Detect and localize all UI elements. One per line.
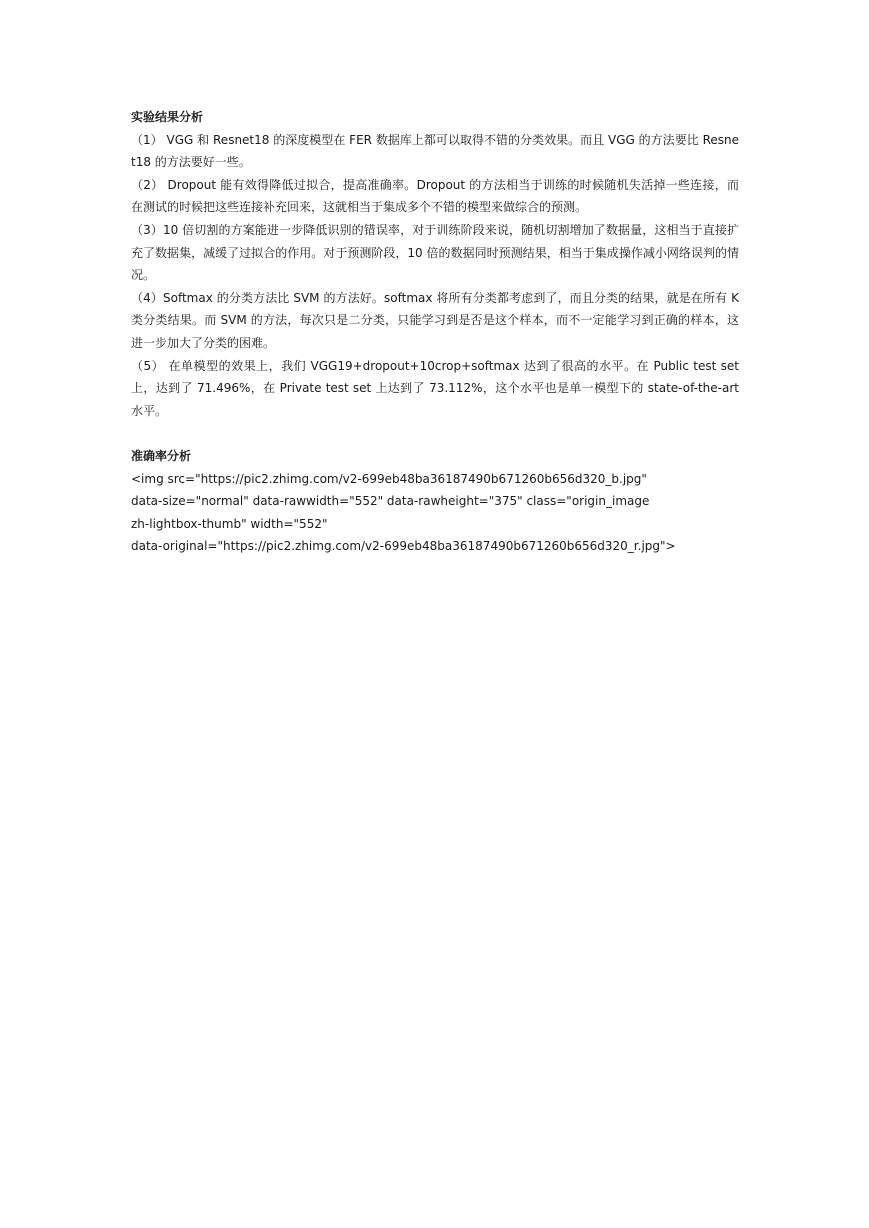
paragraph-1: （1） VGG 和 Resnet18 的深度模型在 FER 数据库上都可以取得不错的分类效果。而且 VGG 的方法要比 Resnet18 的方法要好一些。 [131, 132, 739, 170]
raw-html-line-2: data-size="normal" data-rawwidth="552" data-rawheight="375" class="origin_image [131, 494, 650, 509]
document-page [131, 106, 739, 558]
raw-html-line-1: <img src="https://pic2.zhimg.com/v2-699eb48ba36187490b671260b656d320_b.jpg" [131, 471, 647, 486]
raw-html-line-3: zh-lightbox-thumb" width="552" [131, 516, 328, 531]
paragraph-3: （3）10 倍切割的方案能进一步降低识别的错误率，对于训练阶段来说，随机切割增加了数据量，这相当于直接扩充了数据集，减缓了过拟合的作用。对于预测阶段，10 倍的数据同时预测结果，相当于集成操作减小网络误判的情况。 [131, 222, 739, 283]
section-spacer [131, 422, 739, 445]
paragraph-5: （5） 在单模型的效果上，我们 VGG19+dropout+10crop+softmax 达到了很高的水平。在 Public test set 上，达到了 71.496%，在 Private test set 上达到了 73.112%，这个水平也是单一模型下的 state-of-the-art 水平。 [131, 358, 739, 418]
paragraph-2: （2） Dropout 能有效得降低过拟合，提高准确率。Dropout 的方法相当于训练的时候随机失活掉一些连接，而在测试的时候把这些连接补充回来，这就相当于集成多个不错的模型来做综合的预测。 [131, 177, 739, 215]
raw-html-line-4: data-original="https://pic2.zhimg.com/v2-699eb48ba36187490b671260b656d320_r.jpg"> [131, 539, 676, 554]
section-title-results: 实验结果分析 [131, 110, 204, 124]
paragraph-4: （4）Softmax 的分类方法比 SVM 的方法好。softmax 将所有分类都考虑到了，而且分类的结果，就是在所有 K 类分类结果。而 SVM 的方法，每次只是二分类，只能学习到是否是这个样本，而不一定能学习到正确的样本，这进一步加大了分类的困难。 [131, 290, 739, 350]
section-title-accuracy: 准确率分析 [131, 448, 192, 463]
